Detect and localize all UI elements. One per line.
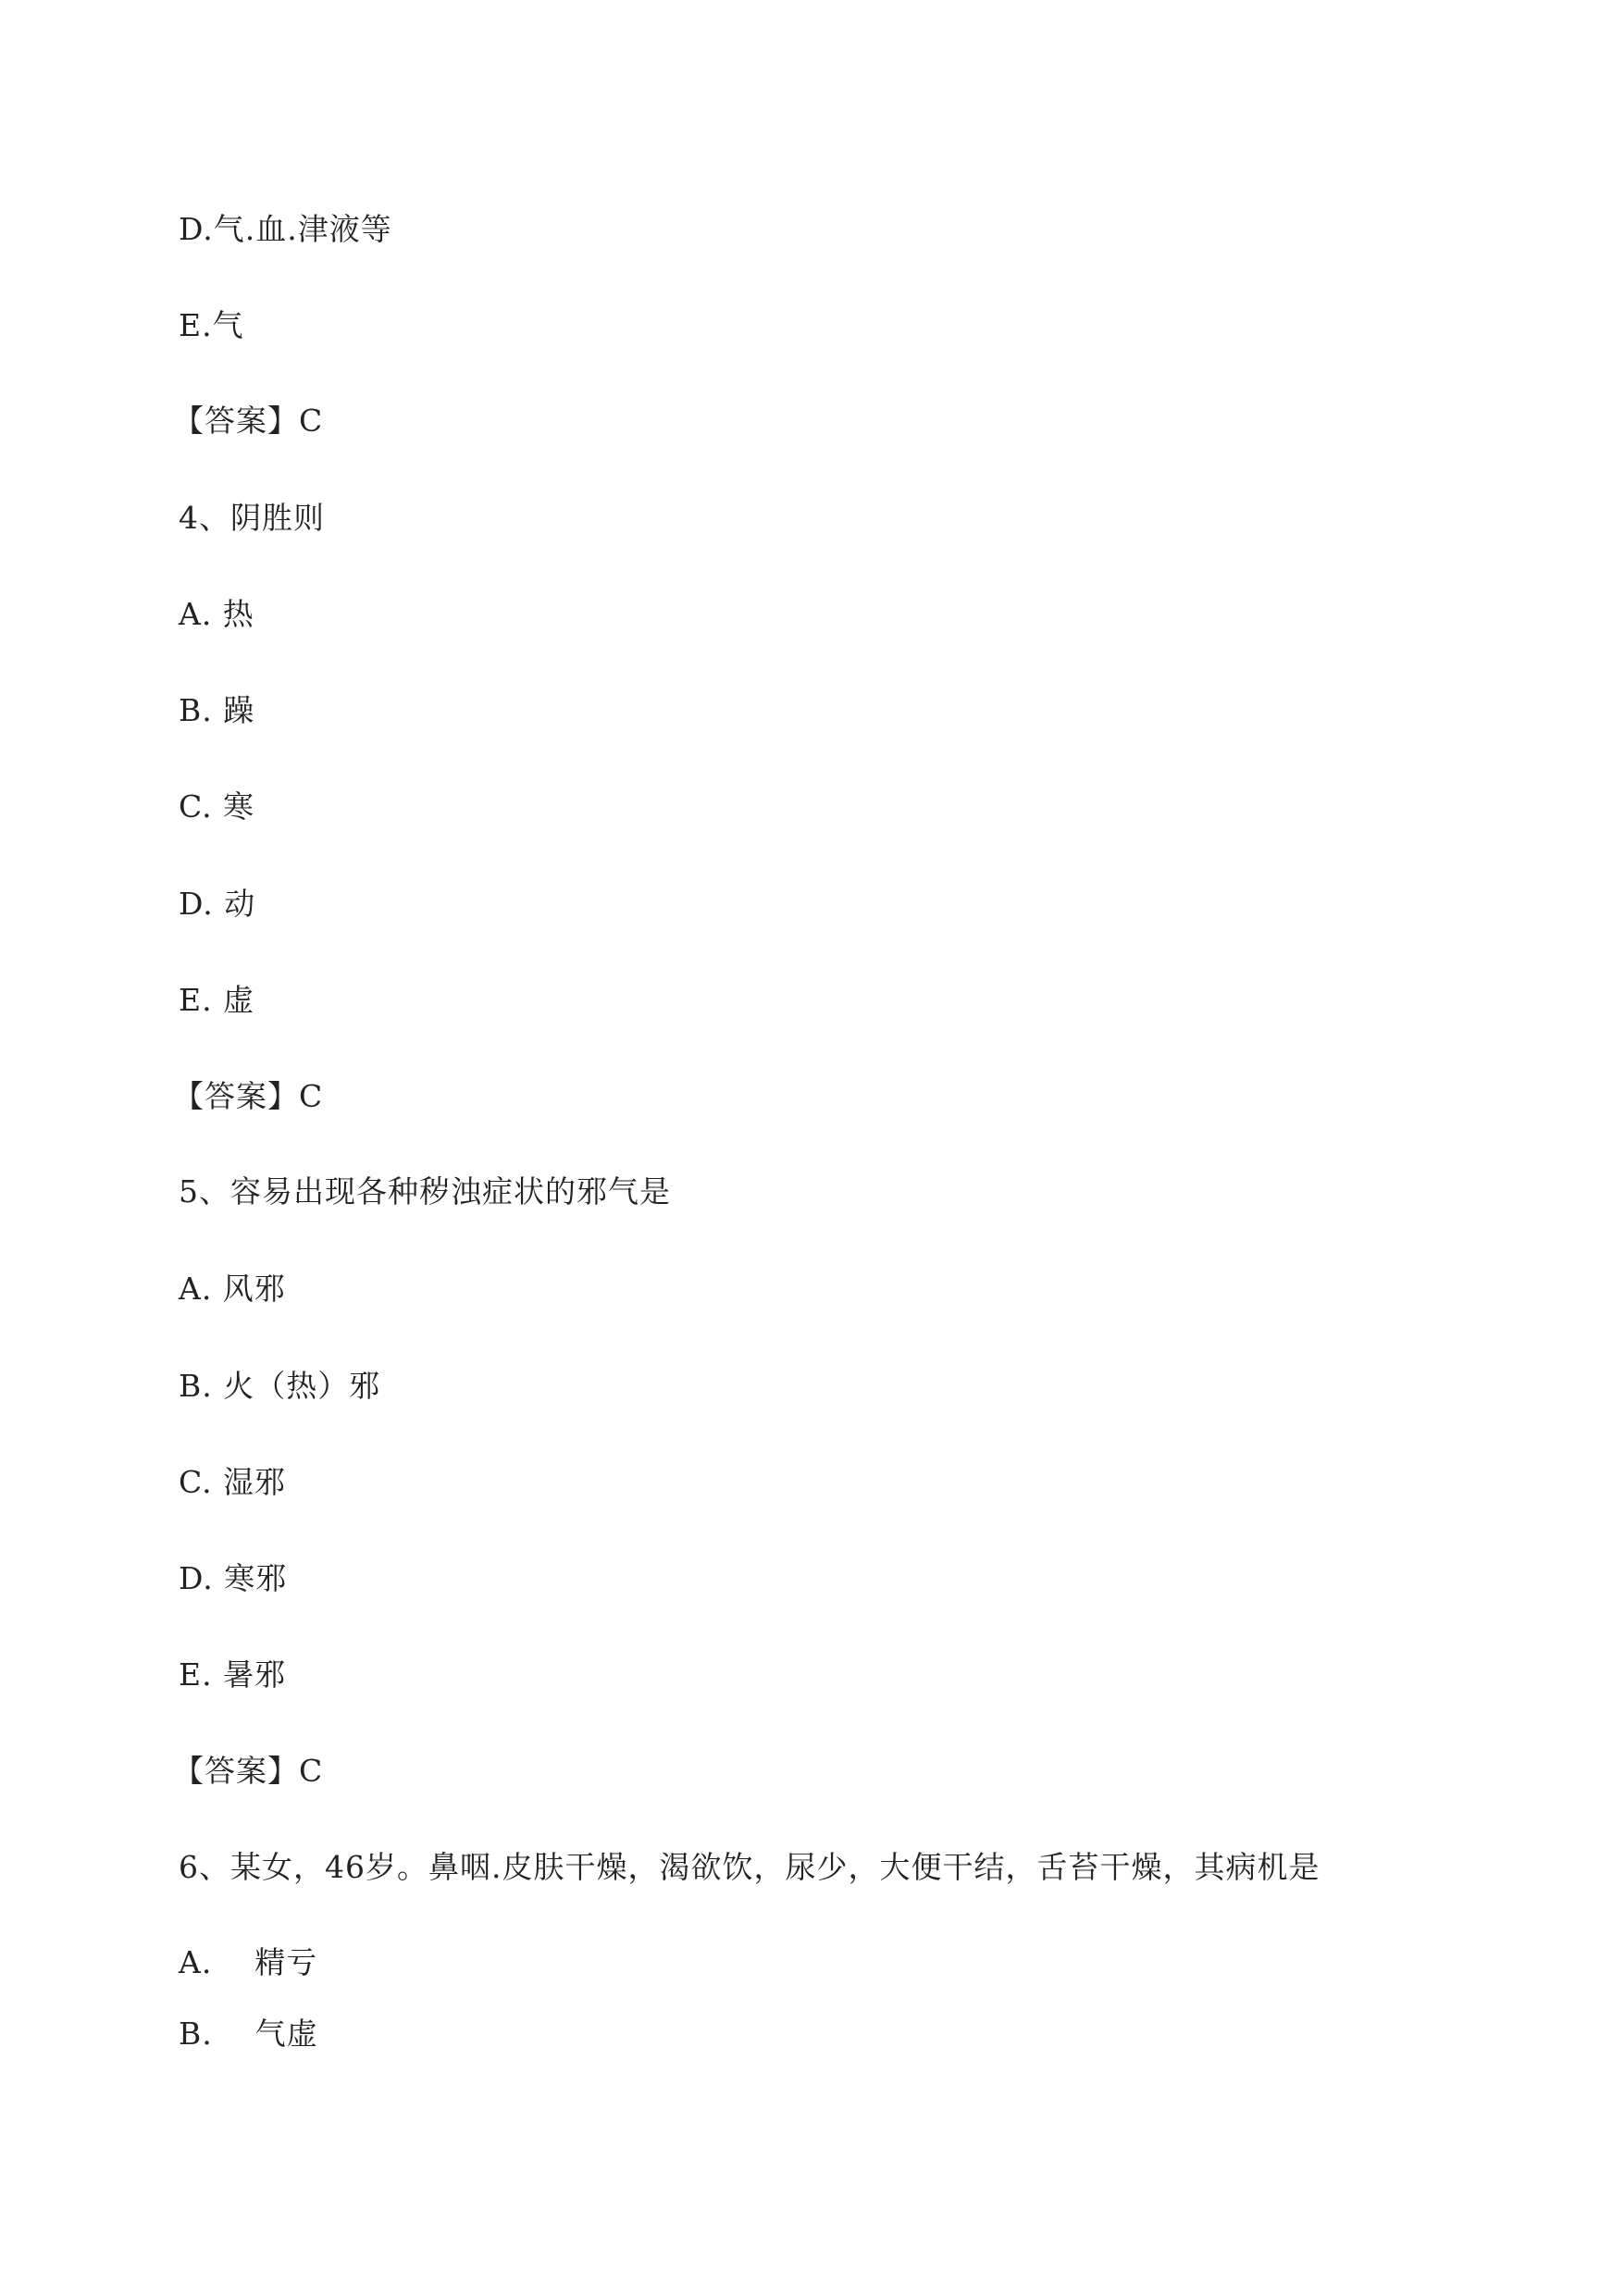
- q4-option-a: A. 热: [179, 596, 254, 632]
- q5-answer: 【答案】C: [173, 1753, 324, 1789]
- q4-option-d: D. 动: [179, 886, 256, 922]
- q5-option-c: C. 湿邪: [179, 1464, 287, 1500]
- q5-option-a: A. 风邪: [179, 1271, 286, 1307]
- q4-option-b: B. 躁: [179, 692, 255, 728]
- q6-option-b: B. 气虚: [179, 2016, 318, 2052]
- q3-option-e: E.气: [179, 307, 244, 343]
- q5-stem: 5、容易出现各种秽浊症状的邪气是: [179, 1173, 671, 1210]
- q5-option-d: D. 寒邪: [179, 1560, 288, 1596]
- q3-answer: 【答案】C: [173, 403, 324, 439]
- q3-option-d: D.气.血.津液等: [179, 211, 392, 247]
- q6-option-a: A. 精亏: [179, 1944, 318, 1980]
- q4-option-c: C. 寒: [179, 788, 255, 825]
- q5-option-b: B. 火（热）邪: [179, 1368, 381, 1404]
- q4-answer: 【答案】C: [173, 1078, 324, 1114]
- q4-stem: 4、阴胜则: [179, 500, 325, 536]
- q5-option-e: E. 暑邪: [179, 1656, 287, 1693]
- q6-stem: 6、某女，46岁。鼻咽.皮肤干燥，渴欲饮，尿少，大便干结，舌苔干燥，其病机是: [179, 1849, 1320, 1885]
- q4-option-e: E. 虚: [179, 982, 255, 1018]
